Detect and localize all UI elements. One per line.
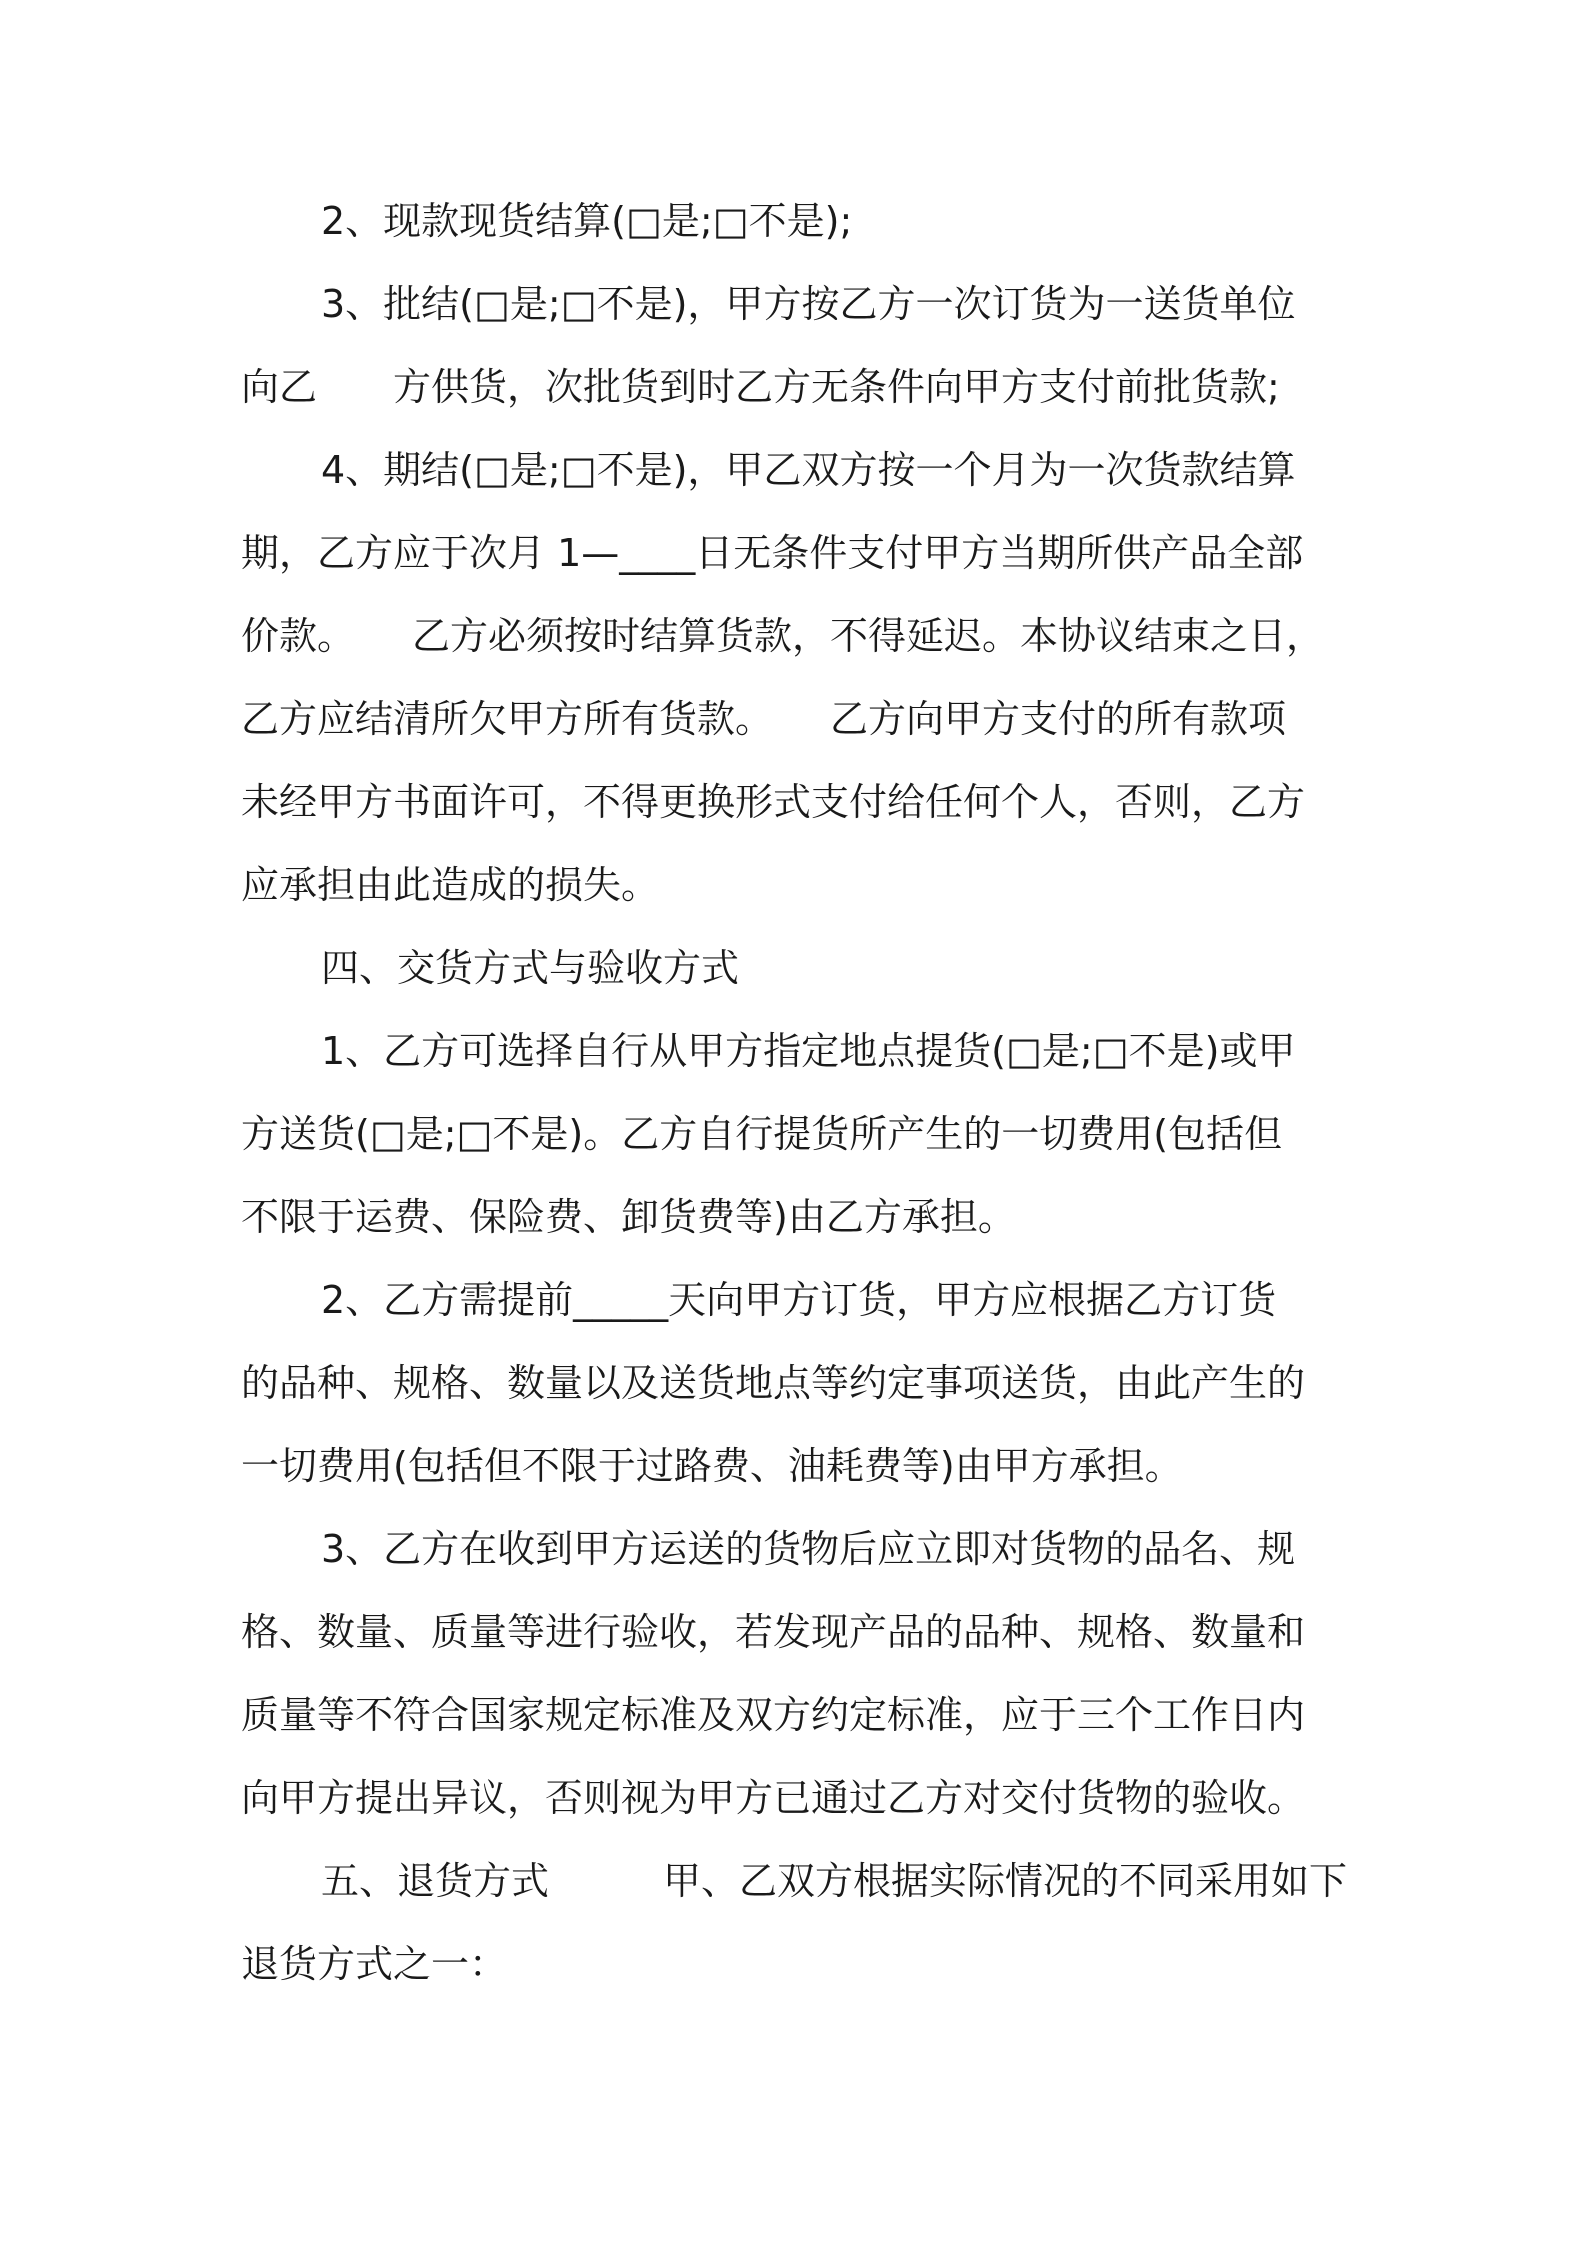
text-line-delivery-clause-1: 1、乙方可选择自行从甲方指定地点提货(□是;□不是)或甲 bbox=[321, 1029, 1296, 1073]
text-line-delivery-clause-2: 2、乙方需提前_____天向甲方订货，甲方应根据乙方订货 bbox=[321, 1278, 1277, 1322]
section-heading-returns: 五、退货方式 甲、乙双方根据实际情况的不同采用如下 bbox=[321, 1859, 1348, 1903]
text-line: 不限于运费、保险费、卸货费等)由乙方承担。 bbox=[241, 1195, 1016, 1239]
text-line-payment-option-3: 3、批结(□是;□不是)，甲方按乙方一次订货为一送货单位 bbox=[321, 282, 1296, 326]
text-line: 应承担由此造成的损失。 bbox=[241, 863, 660, 907]
text-line-delivery-clause-3: 3、乙方在收到甲方运送的货物后应立即对货物的品名、规 bbox=[321, 1527, 1296, 1571]
text-line-payment-option-4: 4、期结(□是;□不是)，甲乙双方按一个月为一次货款结算 bbox=[321, 448, 1296, 492]
text-line: 价款。 乙方必须按时结算货款，不得延迟。本协议结束之日， bbox=[241, 614, 1325, 658]
text-line: 退货方式之一： bbox=[241, 1942, 508, 1986]
text-line: 向甲方提出异议，否则视为甲方已通过乙方对交付货物的验收。 bbox=[241, 1776, 1306, 1820]
text-line: 期，乙方应于次月 1—____日无条件支付甲方当期所供产品全部 bbox=[241, 531, 1304, 575]
text-line: 方送货(□是;□不是)。乙方自行提货所产生的一切费用(包括但 bbox=[241, 1112, 1283, 1156]
text-line-payment-option-2: 2、现款现货结算(□是;□不是); bbox=[321, 199, 853, 243]
text-line: 未经甲方书面许可，不得更换形式支付给任何个人，否则，乙方 bbox=[241, 780, 1306, 824]
text-line: 向乙 方供货，次批货到时乙方无条件向甲方支付前批货款; bbox=[241, 365, 1280, 409]
section-heading-delivery: 四、交货方式与验收方式 bbox=[321, 946, 740, 990]
text-line: 的品种、规格、数量以及送货地点等约定事项送货，由此产生的 bbox=[241, 1361, 1306, 1405]
text-line: 质量等不符合国家规定标准及双方约定标准，应于三个工作日内 bbox=[241, 1693, 1306, 1737]
text-line: 一切费用(包括但不限于过路费、油耗费等)由甲方承担。 bbox=[241, 1444, 1183, 1488]
text-line: 乙方应结清所欠甲方所有货款。 乙方向甲方支付的所有款项 bbox=[241, 697, 1287, 741]
text-line: 格、数量、质量等进行验收，若发现产品的品种、规格、数量和 bbox=[241, 1610, 1306, 1654]
